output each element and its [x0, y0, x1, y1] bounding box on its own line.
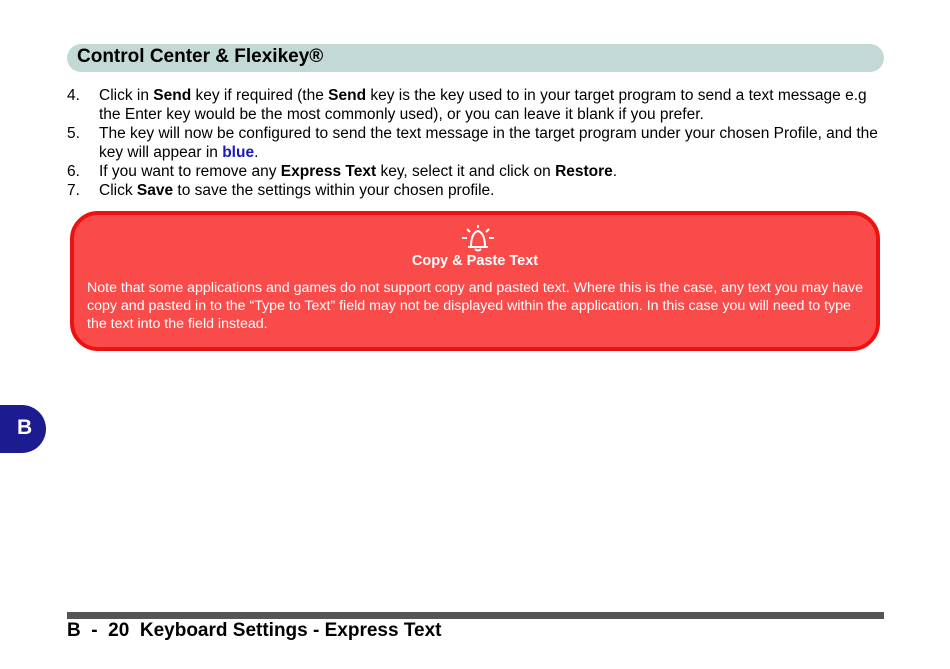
step-number: 5. — [67, 125, 80, 142]
step-text: If you want to remove any — [99, 163, 281, 180]
step-text: to save the settings within your chosen profile. — [173, 182, 495, 199]
list-item — [67, 86, 887, 124]
step-number: 7. — [67, 182, 80, 199]
step-bold: Express Text — [280, 163, 377, 180]
step-bold: Send — [328, 87, 367, 104]
note-body: Note that some applications and games do not support copy and pasted text. Where this is the case, any text you may have copy and pasted in to the “Type to Text” field may not be displayed within the application. In this case you will need to type the text into the field instead. — [87, 280, 864, 332]
step-text: key, select it and click on — [376, 163, 556, 180]
step-text: key is the key used to in your target program to send a text message e.g the Enter key would be the most commonly used), or you can leave it blank if you prefer. — [99, 87, 867, 123]
list-item — [67, 162, 887, 181]
footer-divider — [67, 612, 884, 619]
list-item — [67, 124, 887, 162]
step-blue-word: blue — [222, 144, 255, 161]
step-text: Click — [99, 182, 137, 199]
step-bold: Save — [136, 182, 174, 199]
step-number: 4. — [67, 87, 80, 104]
step-text: Click in — [99, 87, 154, 104]
step-number: 6. — [67, 163, 80, 180]
section-header — [67, 44, 884, 72]
chapter-tab — [0, 405, 46, 453]
note-title: Copy & Paste Text — [411, 253, 539, 269]
footer-label: B - 20 Keyboard Settings - Express Text — [67, 620, 442, 641]
section-title: Control Center & Flexikey® — [77, 46, 324, 67]
note-box — [70, 211, 880, 351]
step-bold: Restore — [555, 163, 613, 180]
step-text: The key will now be configured to send the text message in the target program under your chosen Profile, and the key will appear in — [99, 125, 878, 161]
step-text: key if required (the — [191, 87, 329, 104]
list-item — [67, 181, 887, 200]
page-footer — [67, 620, 441, 642]
alert-bell-icon — [459, 223, 497, 253]
step-text: . — [254, 144, 259, 161]
instruction-list — [67, 86, 887, 200]
step-bold: Send — [153, 87, 192, 104]
chapter-letter: B — [17, 416, 33, 439]
step-text: . — [612, 163, 618, 180]
